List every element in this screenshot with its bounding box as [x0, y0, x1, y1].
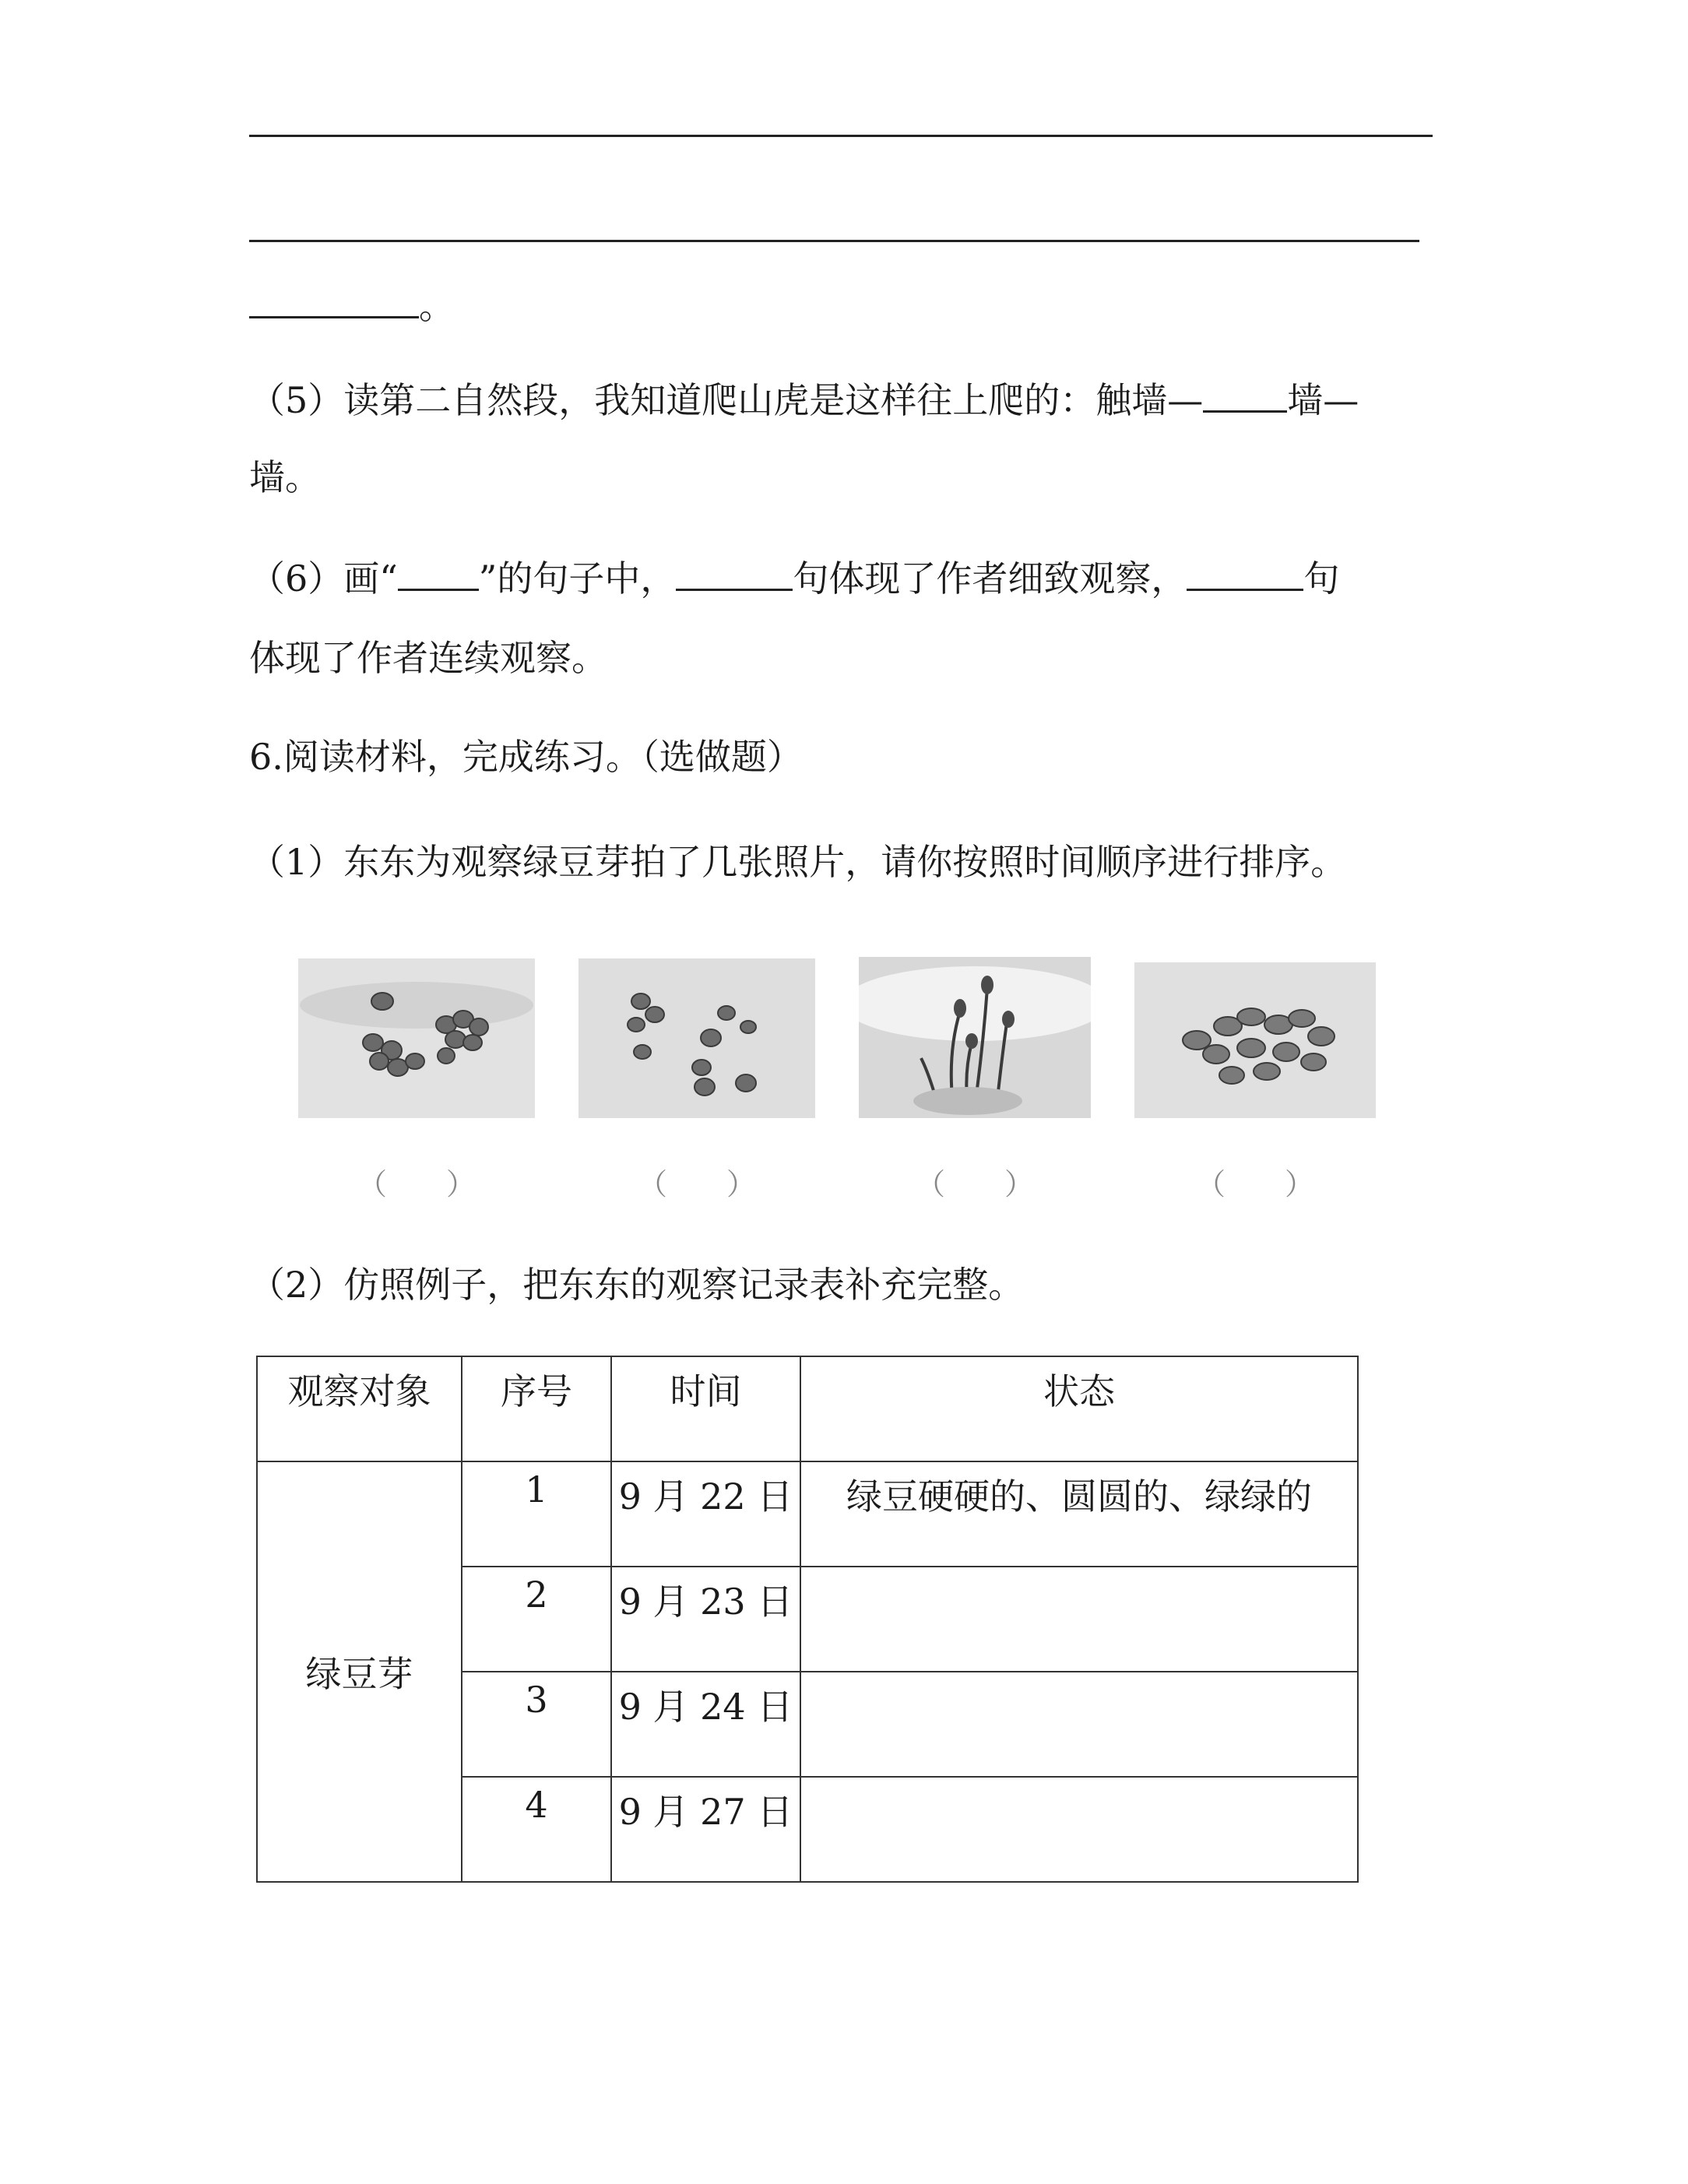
answer-blank[interactable]	[249, 282, 419, 318]
photo-3-answer[interactable]: （ ）	[915, 1167, 1034, 1201]
header-state: 状态	[800, 1356, 1358, 1461]
row-date: 9 月 24 日	[611, 1672, 800, 1777]
mung-beans-soaked-image	[298, 958, 535, 1118]
table-header-row	[257, 1356, 1358, 1461]
mung-beans-swollen-image	[1134, 962, 1376, 1118]
header-subject: 观察对象	[257, 1356, 462, 1461]
header-date: 时间	[611, 1356, 800, 1461]
question-6-text: 句体现了作者细致观察，	[793, 557, 1187, 600]
question-6-mark-blank[interactable]	[398, 554, 479, 591]
subject-cell: 绿豆芽	[257, 1461, 462, 1882]
row-number: 2	[462, 1567, 611, 1672]
question-5-blank[interactable]	[1203, 376, 1287, 413]
question-5	[249, 376, 1359, 424]
row-number: 1	[462, 1461, 611, 1567]
row-state-input[interactable]	[800, 1567, 1358, 1672]
row-state-input[interactable]	[800, 1672, 1358, 1777]
row-state: 绿豆硬硬的、圆圆的、绿绿的	[800, 1461, 1358, 1567]
period: 。	[419, 285, 455, 327]
photo-4	[1134, 962, 1376, 1118]
observation-table	[256, 1356, 1359, 1883]
row-date: 9 月 27 日	[611, 1777, 800, 1882]
mung-beans-spaced-image	[578, 958, 815, 1118]
mung-bean-sprouts-image	[859, 957, 1091, 1118]
header-number: 序号	[462, 1356, 611, 1461]
question-6	[249, 554, 1339, 602]
answer-line[interactable]	[249, 240, 1419, 242]
section-6-sub2: （2）仿照例子，把东东的观察记录表补充完整。	[249, 1264, 1025, 1306]
photo-4-answer[interactable]: （ ）	[1195, 1167, 1314, 1201]
question-6-line2: 体现了作者连续观察。	[249, 637, 607, 679]
question-6-text: （6）画“	[249, 557, 398, 600]
question-6-text: ”的句子中，	[478, 557, 677, 600]
section-6-sub1: （1）东东为观察绿豆芽拍了几张照片，请你按照时间顺序进行排序。	[249, 841, 1347, 883]
question-6-blank-detailed[interactable]	[676, 554, 793, 591]
photo-3	[859, 957, 1091, 1118]
question-5-text-middle: 墙—	[1287, 379, 1359, 421]
photo-2	[578, 958, 815, 1118]
answer-line-end	[249, 282, 455, 329]
section-6-title: 6.阅读材料，完成练习。（选做题）	[249, 736, 803, 778]
answer-line[interactable]	[249, 135, 1433, 137]
question-6-text: 句	[1303, 557, 1340, 600]
photo-2-answer[interactable]: （ ）	[637, 1167, 756, 1201]
row-number: 3	[462, 1672, 611, 1777]
photo-1-answer[interactable]: （ ）	[357, 1167, 476, 1201]
row-date: 9 月 23 日	[611, 1567, 800, 1672]
row-date: 9 月 22 日	[611, 1461, 800, 1567]
question-5-text: （5）读第二自然段，我知道爬山虎是这样往上爬的：触墙—	[249, 379, 1204, 421]
row-state-input[interactable]	[800, 1777, 1358, 1882]
row-number: 4	[462, 1777, 611, 1882]
question-5-line2: 墙。	[249, 456, 321, 498]
photo-1	[298, 958, 535, 1118]
question-6-blank-continuous[interactable]	[1187, 554, 1303, 591]
table-row	[257, 1461, 1358, 1567]
